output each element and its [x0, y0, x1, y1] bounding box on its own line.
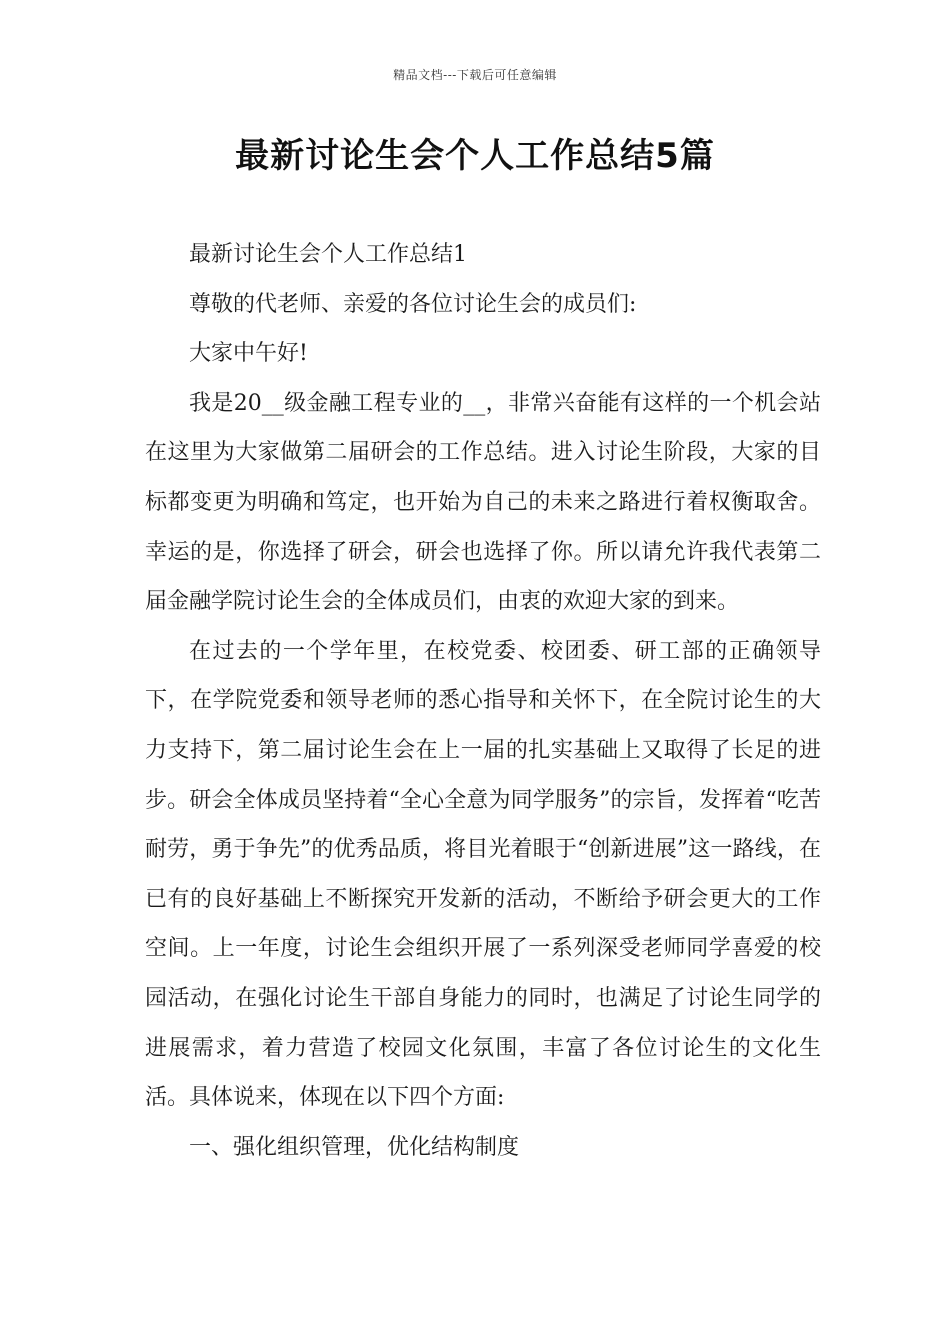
header-note: 精品文档---下载后可任意编辑 [393, 68, 557, 82]
document-body [145, 230, 821, 1172]
salutation: 尊敬的代老师、亲爱的各位讨论生会的成员们: [189, 291, 637, 317]
subsection-heading: 一、强化组织管理，优化结构制度 [189, 1134, 520, 1160]
body-paragraph-intro: 我是20__级金融工程专业的__，非常兴奋能有这样的一个机会站在这里为大家做第二届研会的工作总结。进入讨论生阶段，大家的目标都变更为明确和笃定，也开始为自己的未来之路进行着权衡取舍。幸运的是，你选择了研会，研会也选择了你。所以请允许我代表第二届金融学院讨论生会的全体成员们，由衷的欢迎大家的到来。 [145, 390, 821, 615]
document-title: 最新讨论生会个人工作总结5篇 [235, 136, 715, 176]
section-heading: 最新讨论生会个人工作总结1 [189, 242, 467, 267]
greeting: 大家中午好! [189, 341, 308, 367]
body-paragraph-review: 在过去的一个学年里，在校党委、校团委、研工部的正确领导下，在学院党委和领导老师的悉心指导和关怀下，在全院讨论生的大力支持下，第二届讨论生会在上一届的扎实基础上又取得了长足的进步。研会全体成员坚持着“全心全意为同学服务”的宗旨，发挥着“吃苦耐劳，勇于争先”的优秀品质，将目光着眼于“创新进展”这一路线，在已有的良好基础上不断探究开发新的活动，不断给予研会更大的工作空间。上一年度，讨论生会组织开展了一系列深受老师同学喜爱的校园活动，在强化讨论生干部自身能力的同时，也满足了讨论生同学的进展需求，着力营造了校园文化氛围，丰富了各位讨论生的文化生活。具体说来，体现在以下四个方面: [145, 638, 821, 1111]
